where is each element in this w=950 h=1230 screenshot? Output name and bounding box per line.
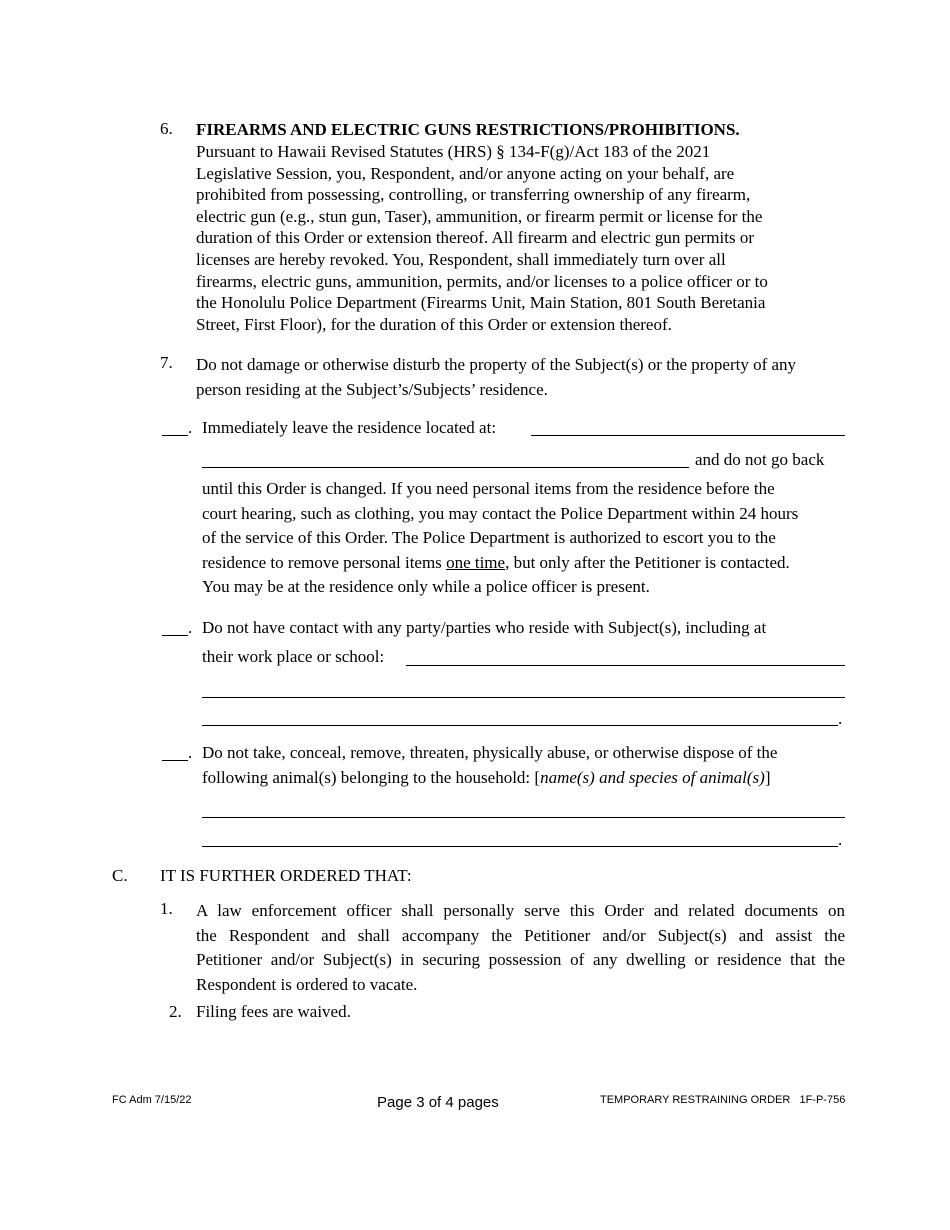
text-segment: ] xyxy=(764,768,771,787)
text-line: Do not damage or otherwise disturb the property of the Subject(s) or the property of any xyxy=(196,355,797,374)
work-school-field[interactable] xyxy=(406,665,845,666)
no-contact-checkbox-blank[interactable] xyxy=(162,635,188,636)
text-line: A law enforcement officer shall personally serve this Order and related documents on xyxy=(196,901,845,920)
leave-checkbox-blank[interactable] xyxy=(162,435,188,436)
period: . xyxy=(188,618,193,637)
c-item-2-text: Filing fees are waived. xyxy=(196,1002,351,1021)
text-line: the Respondent and shall accompany the Petitioner and/or Subject(s) and assist the xyxy=(196,925,845,945)
section-c-heading: IT IS FURTHER ORDERED THAT: xyxy=(160,866,412,885)
c-item-1-number: 1. xyxy=(160,899,173,918)
animals-line2 xyxy=(202,768,770,788)
text-line: court hearing, such as clothing, you may contact the Police Department within 24 hours xyxy=(202,503,799,523)
leave-residence-label: Immediately leave the residence located at: xyxy=(202,418,497,437)
text-line xyxy=(202,551,862,576)
text-line: prohibited from possessing, controlling, or transferring ownership of any firearm, xyxy=(196,185,751,205)
c-item-1-body xyxy=(196,899,845,997)
text-line: licenses are hereby revoked. You, Respondent, shall immediately turn over all xyxy=(196,249,726,269)
section-c-letter: C. xyxy=(112,866,128,885)
text-segment: following animal(s) belonging to the household: [ xyxy=(202,768,541,787)
do-not-go-back-text: and do not go back xyxy=(695,450,825,469)
text-line: Petitioner and/or Subject(s) in securing possession of any dwelling or residence that the xyxy=(196,950,845,969)
text-line: Respondent is ordered to vacate. xyxy=(196,974,418,994)
text-segment: residence to remove personal items xyxy=(202,552,447,572)
item-6-body xyxy=(196,141,856,335)
text-line: until this Order is changed. If you need personal items from the residence before the xyxy=(202,479,775,498)
item-7-number: 7. xyxy=(160,353,173,372)
residence-address-field-2[interactable] xyxy=(202,467,689,468)
work-school-field-2[interactable] xyxy=(202,697,845,698)
text-line: the Honolulu Police Department (Firearms Unit, Main Station, 801 South Beretania xyxy=(196,293,766,313)
underlined-text: one time xyxy=(446,552,506,572)
item-6-heading: FIREARMS AND ELECTRIC GUNS RESTRICTIONS/PROHIBITIONS. xyxy=(196,120,740,139)
text-line: Street, First Floor), for the duration of this Order or extension thereof. xyxy=(196,314,672,334)
leave-body xyxy=(202,477,862,600)
no-contact-line2: their work place or school: xyxy=(202,647,385,666)
footer-form-title: TEMPORARY RESTRAINING ORDER 1F-P-756 xyxy=(600,1094,846,1106)
animals-line1: Do not take, conceal, remove, threaten, physically abuse, or otherwise dispose of the xyxy=(202,743,778,762)
item-7-body xyxy=(196,353,856,402)
item-6-number: 6. xyxy=(160,119,173,138)
footer-form-date: FC Adm 7/15/22 xyxy=(112,1094,192,1106)
italic-text: name(s) and species of animal(s) xyxy=(540,768,765,787)
residence-address-field[interactable] xyxy=(531,435,845,436)
text-line: person residing at the Subject’s/Subjects’ residence. xyxy=(196,379,548,399)
work-school-field-3[interactable] xyxy=(202,725,838,726)
text-line: firearms, electric guns, ammunition, permits, and/or licenses to a police officer or to xyxy=(196,271,768,291)
c-item-2-number: 2. xyxy=(169,1002,182,1021)
footer-page-number: Page 3 of 4 pages xyxy=(377,1094,499,1111)
no-contact-line1: Do not have contact with any party/parties who reside with Subject(s), including at xyxy=(202,618,767,637)
animals-field-2[interactable] xyxy=(202,846,838,847)
text-line: Pursuant to Hawaii Revised Statutes (HRS) § 134-F(g)/Act 183 of the 2021 xyxy=(196,142,711,161)
period: . xyxy=(188,743,193,762)
text-line: duration of this Order or extension thereof. All firearm and electric gun permits or xyxy=(196,228,754,248)
period: . xyxy=(838,709,843,728)
text-line: You may be at the residence only while a police officer is present. xyxy=(202,577,650,597)
text-line: electric gun (e.g., stun gun, Taser), ammunition, or firearm permit or license for the xyxy=(196,206,763,226)
text-segment: , but only after the Petitioner is contacted. xyxy=(505,552,790,572)
text-line: of the service of this Order. The Police Department is authorized to escort you to the xyxy=(202,528,776,548)
period: . xyxy=(838,830,843,849)
animals-field[interactable] xyxy=(202,817,845,818)
animals-checkbox-blank[interactable] xyxy=(162,760,188,761)
period: . xyxy=(188,418,193,437)
text-line: Legislative Session, you, Respondent, and/or anyone acting on your behalf, are xyxy=(196,163,735,183)
